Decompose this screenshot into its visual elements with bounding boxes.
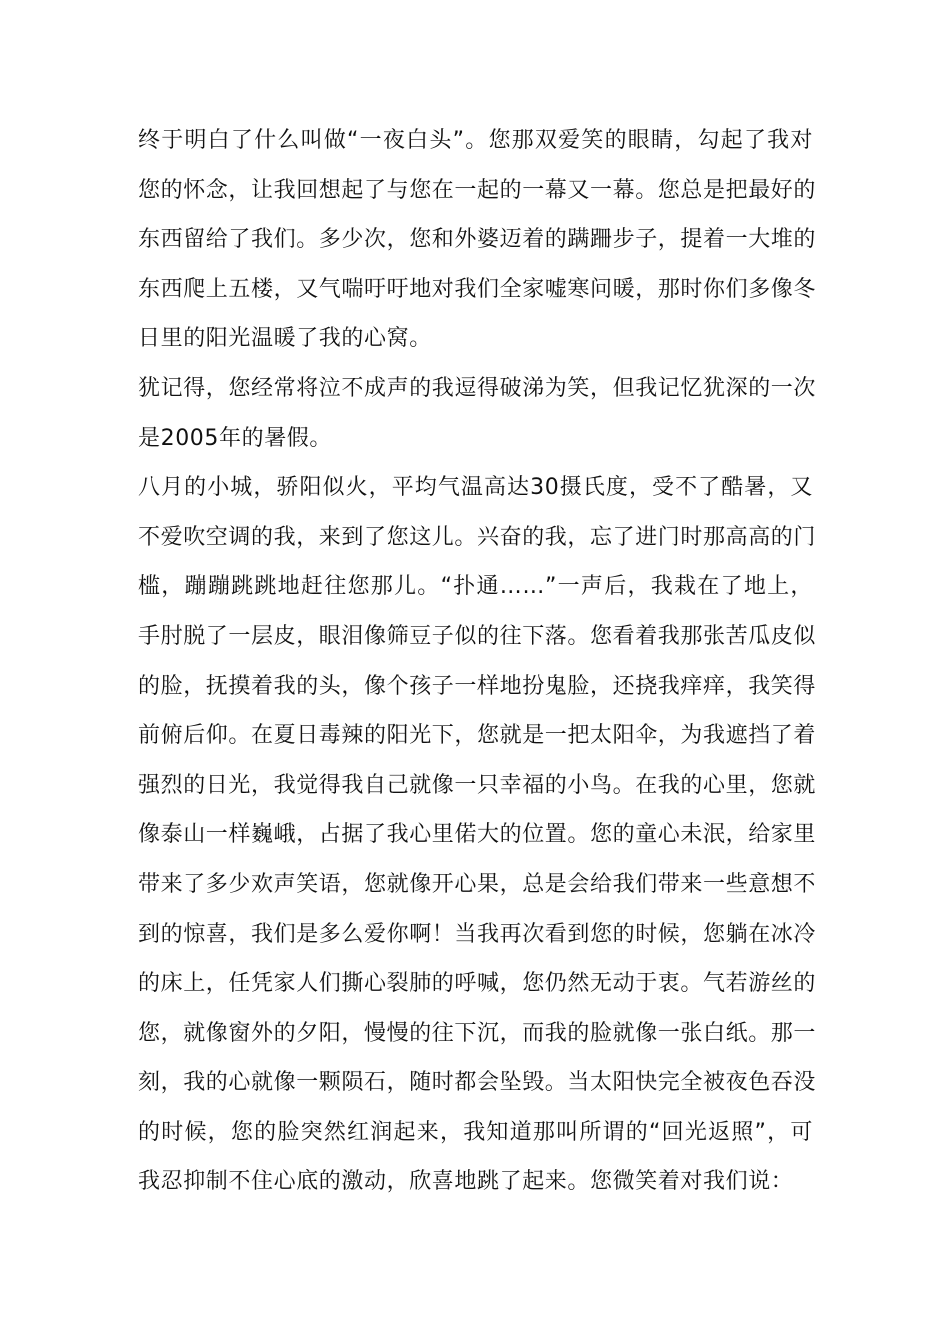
text-line: 槛，蹦蹦跳跳地赶往您那儿。“扑通……”一声后，我栽在了地上，: [138, 574, 813, 600]
text-line: 东西留给了我们。多少次，您和外婆迈着的蹒跚步子，提着一大堆的: [138, 227, 817, 253]
text-line: 刻，我的心就像一颗陨石，随时都会坠毁。当太阳快完全被夜色吞没: [138, 1070, 817, 1096]
text-line: 您的怀念，让我回想起了与您在一起的一幕又一幕。您总是把最好的: [138, 177, 817, 203]
text-line: 的床上，任凭家人们撕心裂肺的呼喊，您仍然无动于衷。气若游丝的: [138, 971, 817, 997]
text-line: 不爱吹空调的我，来到了您这儿。兴奋的我，忘了进门时那高高的门: [138, 524, 817, 550]
text-line: 八月的小城，骄阳似火，平均气温高达30摄氏度，受不了酷暑，又: [138, 475, 813, 501]
text-line: 前俯后仰。在夏日毒辣的阳光下，您就是一把太阳伞，为我遮挡了着: [138, 723, 817, 749]
text-line: 犹记得，您经常将泣不成声的我逗得破涕为笑，但我记忆犹深的一次: [138, 375, 817, 401]
text-line: 终于明白了什么叫做“一夜白头”。您那双爱笑的眼睛，勾起了我对: [138, 128, 813, 153]
text-line: 带来了多少欢声笑语，您就像开心果，总是会给我们带来一些意想不: [138, 871, 817, 897]
text-line: 您，就像窗外的夕阳，慢慢的往下沉，而我的脸就像一张白纸。那一: [138, 1020, 817, 1046]
text-line: 到的惊喜，我们是多么爱你啊！当我再次看到您的时候，您躺在冰冷: [138, 921, 817, 947]
document-body: [138, 116, 817, 1207]
text-line: 日里的阳光温暖了我的心窝。: [138, 326, 432, 352]
text-line: 的时候，您的脸突然红润起来，我知道那叫所谓的“回光返照”，可: [138, 1119, 813, 1145]
text-line: 的脸，抚摸着我的头，像个孩子一样地扮鬼脸，还挠我痒痒，我笑得: [138, 673, 817, 699]
text-line: 东西爬上五楼，又气喘吁吁地对我们全家嘘寒问暖，那时你们多像冬: [138, 276, 817, 302]
text-line: 像泰山一样巍峨，占据了我心里偌大的位置。您的童心未泯，给家里: [138, 822, 817, 848]
text-line: 是2005年的暑假。: [138, 425, 332, 451]
text-line: 手肘脱了一层皮，眼泪像筛豆子似的往下落。您看着我那张苦瓜皮似: [138, 623, 817, 649]
text-line: 强烈的日光，我觉得我自己就像一只幸福的小鸟。在我的心里，您就: [138, 772, 817, 798]
text-line: 我忍抑制不住心底的激动，欣喜地跳了起来。您微笑着对我们说：: [138, 1169, 794, 1195]
